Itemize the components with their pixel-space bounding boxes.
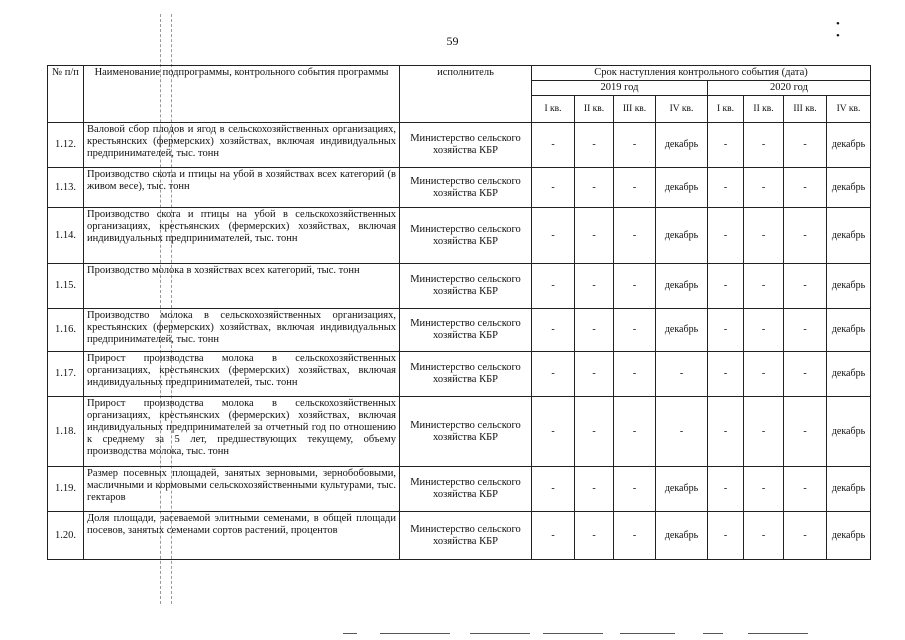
quarter-cell: - xyxy=(708,264,744,309)
bottom-rule xyxy=(343,633,357,634)
quarter-cell: - xyxy=(744,512,784,560)
quarter-cell: декабрь xyxy=(827,352,871,397)
event-name: Прирост производства молока в сельскохозяйственных организациях, крестьянских (фермерских) хозяйствах, включая индивидуальных предпринимателей, тыс. тонн xyxy=(84,352,400,397)
bottom-rule xyxy=(380,633,450,634)
quarter-cell: - xyxy=(708,309,744,352)
quarter-cell: - xyxy=(784,309,827,352)
quarter-cell: декабрь xyxy=(656,512,708,560)
row-number: 1.17. xyxy=(48,352,84,397)
executor: Министерство сельского хозяйства КБР xyxy=(400,512,532,560)
header-deadline: Срок наступления контрольного события (дата) xyxy=(532,66,871,81)
table-row xyxy=(48,264,871,309)
quarter-cell: - xyxy=(744,168,784,208)
header-quarter: II кв. xyxy=(575,96,614,123)
quarter-cell: - xyxy=(708,123,744,168)
row-number: 1.12. xyxy=(48,123,84,168)
quarter-cell: - xyxy=(532,264,575,309)
quarter-cell: - xyxy=(784,467,827,512)
quarter-cell: - xyxy=(575,397,614,467)
quarter-cell: - xyxy=(744,397,784,467)
quarter-cell: - xyxy=(656,397,708,467)
quarter-cell: - xyxy=(784,208,827,264)
quarter-cell: - xyxy=(575,208,614,264)
quarter-cell: - xyxy=(614,264,656,309)
quarter-cell: - xyxy=(532,123,575,168)
corner-marks: • • xyxy=(836,18,862,42)
quarter-cell: декабрь xyxy=(656,467,708,512)
table-row xyxy=(48,352,871,397)
table-row xyxy=(48,208,871,264)
table-row xyxy=(48,512,871,560)
executor: Министерство сельского хозяйства КБР xyxy=(400,467,532,512)
event-name: Валовой сбор плодов и ягод в сельскохозяйственных организациях, крестьянских (фермерских) хозяйствах, включая индивидуальных предпринимателей, тыс. тонн xyxy=(84,123,400,168)
quarter-cell: - xyxy=(532,168,575,208)
header-quarter: II кв. xyxy=(744,96,784,123)
quarter-cell: - xyxy=(708,168,744,208)
quarter-cell: декабрь xyxy=(827,467,871,512)
quarter-cell: - xyxy=(532,309,575,352)
bottom-rule xyxy=(470,633,530,634)
quarter-cell: декабрь xyxy=(656,264,708,309)
quarter-cell: - xyxy=(784,264,827,309)
header-quarter: III кв. xyxy=(784,96,827,123)
quarter-cell: - xyxy=(744,467,784,512)
table-row xyxy=(48,467,871,512)
quarter-cell: - xyxy=(708,397,744,467)
executor: Министерство сельского хозяйства КБР xyxy=(400,397,532,467)
row-number: 1.19. xyxy=(48,467,84,512)
quarter-cell: декабрь xyxy=(827,397,871,467)
quarter-cell: декабрь xyxy=(656,309,708,352)
row-number: 1.16. xyxy=(48,309,84,352)
quarter-cell: - xyxy=(575,467,614,512)
quarter-cell: - xyxy=(744,352,784,397)
table-body xyxy=(48,123,871,560)
quarter-cell: - xyxy=(708,512,744,560)
executor: Министерство сельского хозяйства КБР xyxy=(400,352,532,397)
event-name: Производство скота и птицы на убой в хозяйствах всех категорий (в живом весе), тыс. тонн xyxy=(84,168,400,208)
quarter-cell: - xyxy=(656,352,708,397)
table-row xyxy=(48,309,871,352)
quarter-cell: - xyxy=(575,264,614,309)
quarter-cell: - xyxy=(614,123,656,168)
executor: Министерство сельского хозяйства КБР xyxy=(400,208,532,264)
table-row xyxy=(48,123,871,168)
quarter-cell: - xyxy=(614,397,656,467)
quarter-cell: декабрь xyxy=(827,123,871,168)
quarter-cell: - xyxy=(575,512,614,560)
quarter-cell: - xyxy=(744,208,784,264)
bottom-rule xyxy=(703,633,723,634)
event-name: Производство молока в хозяйствах всех категорий, тыс. тонн xyxy=(84,264,400,309)
quarter-cell: декабрь xyxy=(656,123,708,168)
quarter-cell: - xyxy=(708,467,744,512)
bottom-rule xyxy=(620,633,675,634)
row-number: 1.15. xyxy=(48,264,84,309)
row-number: 1.18. xyxy=(48,397,84,467)
header-executor: исполнитель xyxy=(400,66,532,123)
quarter-cell: - xyxy=(532,352,575,397)
header-name: Наименование подпрограммы, контрольного события программы xyxy=(84,66,400,123)
quarter-cell: - xyxy=(744,309,784,352)
event-name: Производство скота и птицы на убой в сельскохозяйственных организациях, крестьянских (фермерских) хозяйствах, включая индивидуальных предпринимателей, тыс. тонн xyxy=(84,208,400,264)
quarter-cell: декабрь xyxy=(827,264,871,309)
quarter-cell: - xyxy=(708,208,744,264)
row-number: 1.13. xyxy=(48,168,84,208)
table-row xyxy=(48,168,871,208)
executor: Министерство сельского хозяйства КБР xyxy=(400,168,532,208)
quarter-cell: декабрь xyxy=(827,208,871,264)
bottom-rule xyxy=(748,633,808,634)
quarter-cell: - xyxy=(614,168,656,208)
header-quarter: I кв. xyxy=(708,96,744,123)
quarter-cell: декабрь xyxy=(827,168,871,208)
event-name: Производство молока в сельскохозяйственных организациях, крестьянских (фермерских) хозяйствах, включая индивидуальных предпринимателей, тыс. тонн xyxy=(84,309,400,352)
quarter-cell: - xyxy=(708,352,744,397)
quarter-cell: - xyxy=(744,264,784,309)
quarter-cell: - xyxy=(784,123,827,168)
quarter-cell: - xyxy=(614,467,656,512)
row-number: 1.20. xyxy=(48,512,84,560)
event-name: Доля площади, засеваемой элитными семенами, в общей площади посевов, занятых семенами сортов растений, процентов xyxy=(84,512,400,560)
header-year-2020: 2020 год xyxy=(708,81,871,96)
quarter-cell: декабрь xyxy=(827,512,871,560)
event-name: Прирост производства молока в сельскохозяйственных организациях, крестьянских (фермерских) хозяйствах, включая индивидуальных предпринимателей за отчетный год по отношению к среднему за 5 лет, предшествующих текущему, объему производства молока, тыс. тонн xyxy=(84,397,400,467)
quarter-cell: - xyxy=(784,512,827,560)
quarter-cell: - xyxy=(532,512,575,560)
quarter-cell: - xyxy=(784,352,827,397)
quarter-cell: - xyxy=(784,397,827,467)
executor: Министерство сельского хозяйства КБР xyxy=(400,264,532,309)
quarter-cell: - xyxy=(614,309,656,352)
header-quarter: IV кв. xyxy=(656,96,708,123)
quarter-cell: - xyxy=(575,123,614,168)
table-header xyxy=(48,66,871,123)
quarter-cell: декабрь xyxy=(656,208,708,264)
header-quarter: I кв. xyxy=(532,96,575,123)
header-num: № п/п xyxy=(48,66,84,123)
table-row xyxy=(48,397,871,467)
quarter-cell: - xyxy=(784,168,827,208)
quarter-cell: декабрь xyxy=(656,168,708,208)
quarter-cell: - xyxy=(614,512,656,560)
executor: Министерство сельского хозяйства КБР xyxy=(400,309,532,352)
quarter-cell: - xyxy=(575,168,614,208)
bottom-rule xyxy=(543,633,603,634)
quarter-cell: - xyxy=(575,352,614,397)
quarter-cell: - xyxy=(614,352,656,397)
header-quarter: IV кв. xyxy=(827,96,871,123)
header-quarter: III кв. xyxy=(614,96,656,123)
quarter-cell: - xyxy=(532,397,575,467)
quarter-cell: - xyxy=(575,309,614,352)
row-number: 1.14. xyxy=(48,208,84,264)
quarter-cell: - xyxy=(744,123,784,168)
quarter-cell: - xyxy=(614,208,656,264)
header-year-2019: 2019 год xyxy=(532,81,708,96)
executor: Министерство сельского хозяйства КБР xyxy=(400,123,532,168)
quarter-cell: - xyxy=(532,208,575,264)
quarter-cell: - xyxy=(532,467,575,512)
page-number: 59 xyxy=(446,34,459,48)
control-events-table xyxy=(47,65,871,560)
quarter-cell: декабрь xyxy=(827,309,871,352)
event-name: Размер посевных площадей, занятых зерновыми, зернобобовыми, масличными и кормовыми сельскохозяйственными культурами, тыс. гектаров xyxy=(84,467,400,512)
